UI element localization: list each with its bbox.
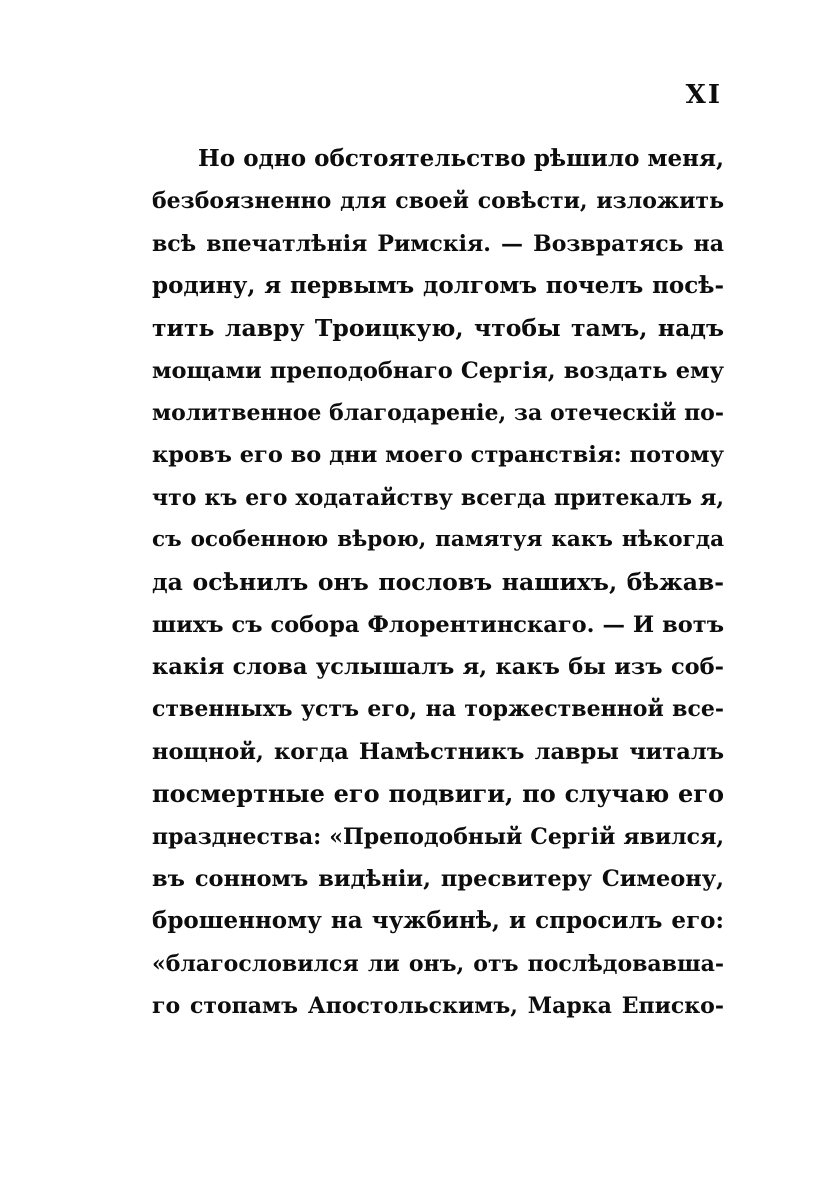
text-line: нощной, когда Намѣстникъ лавры читалъ: [152, 738, 724, 765]
page-number: XI: [685, 80, 722, 110]
text-line: го стопамъ Апостольскимъ, Марка Еписко-: [152, 992, 724, 1019]
text-line: кровъ его во дни моего странствія: потому: [152, 442, 724, 469]
text-line: молитвенное благодареніе, за отеческій по-: [152, 400, 724, 427]
text-line: Но одно обстоятельство рѣшило меня,: [198, 145, 724, 172]
text-line: тить лавру Троицкую, чтобы тамъ, надъ: [152, 314, 724, 343]
text-line: шихъ съ собора Флорентинскаго. — И вотъ: [152, 611, 724, 638]
text-line: брошенному на чужбинѣ, и спросилъ его:: [152, 907, 724, 935]
text-line: празднества: «Преподобный Сергій явился,: [152, 823, 724, 850]
body-text: [152, 138, 724, 1027]
text-line: родину, я первымъ долгомъ почелъ посѣ-: [152, 272, 724, 300]
text-line: посмертные его подвиги, по случаю его: [152, 779, 724, 809]
text-line: всѣ впечатлѣнія Римскія. — Возвратясь на: [152, 230, 724, 257]
text-line: да осѣнилъ онъ пословъ нашихъ, бѣжав-: [152, 568, 724, 597]
text-line: какія слова услышалъ я, какъ бы изъ соб-: [152, 654, 724, 681]
text-line: безбоязненно для своей совѣсти, изложить: [152, 188, 724, 215]
text-line: съ особенною вѣрою, памятуя какъ нѣкогда: [152, 527, 724, 553]
text-line: ственныхъ устъ его, на торжественной все-: [152, 696, 724, 723]
text-line: что къ его ходатайству всегда притекалъ я,: [152, 484, 724, 511]
text-line: «благословился ли онъ, отъ послѣдовавша-: [152, 950, 724, 977]
text-line: въ сонномъ видѣніи, пресвитеру Симеону,: [152, 865, 724, 892]
text-line: мощами преподобнаго Сергія, воздать ему: [152, 357, 724, 384]
